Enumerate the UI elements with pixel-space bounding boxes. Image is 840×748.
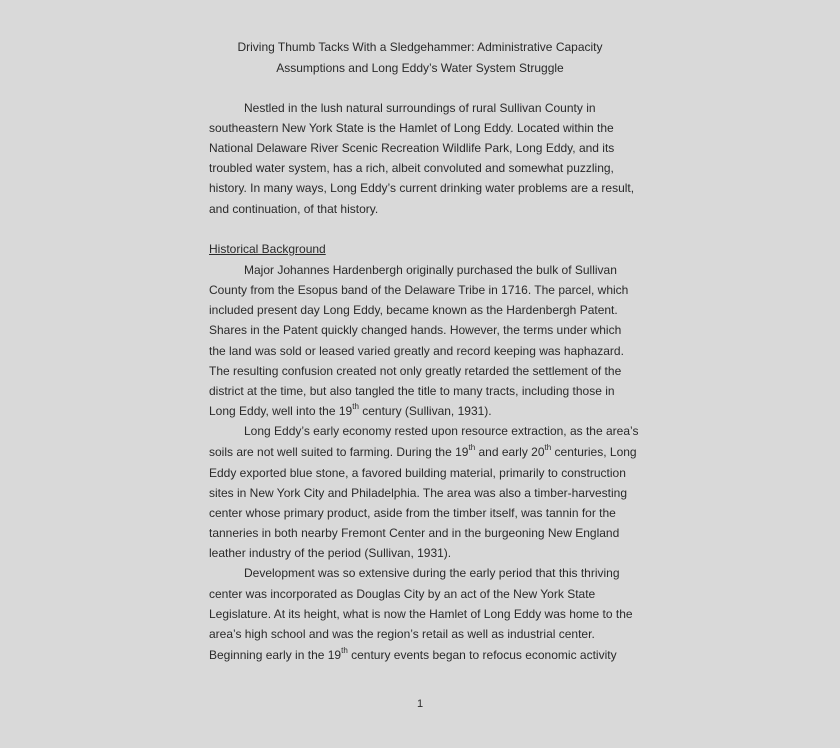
para-line: district at the time, but also tangled the title to many tracts, including those in [209,384,615,398]
document-title-line-2: Assumptions and Long Eddy’s Water System Struggle [276,61,564,75]
para-text: centuries, Long [551,445,637,459]
para-line: center whose primary product, aside from the timber itself, was tannin for the [209,506,616,520]
intro-line: National Delaware River Scenic Recreation Wildlife Park, Long Eddy, and its [209,141,615,155]
page-number: 1 [416,698,424,710]
para-line: Legislature. At its height, what is now the Hamlet of Long Eddy was home to the [209,607,633,621]
intro-line: Nestled in the lush natural surroundings of rural Sullivan County in [244,101,596,115]
para-line: leather industry of the period (Sullivan, 1931). [209,546,452,560]
document-title-line-1: Driving Thumb Tacks With a Sledgehammer: Administrative Capacity [237,40,603,54]
para-text: and early 20 [475,445,545,459]
para-line: Long Eddy’s early economy rested upon resource extraction, as the area’s [244,424,639,438]
intro-line: history. In many ways, Long Eddy’s current drinking water problems are a result, [209,181,635,195]
para-text: Long Eddy, well into the 19 [209,404,353,418]
para-line: County from the Esopus band of the Delaware Tribe in 1716. The parcel, which [209,283,629,297]
intro-line: and continuation, of that history. [209,202,379,216]
para-line: Major Johannes Hardenbergh originally purchased the bulk of Sullivan [244,263,617,277]
document-page [150,0,690,748]
para-text: Beginning early in the 19 [209,648,342,662]
intro-line: troubled water system, has a rich, albeit convoluted and somewhat puzzling, [209,161,614,175]
para-text: century (Sullivan, 1931). [358,404,492,418]
para-line [209,404,492,418]
para-line: Development was so extensive during the early period that this thriving [244,566,620,580]
para-line [209,445,637,459]
superscript: th [341,646,348,655]
superscript: th [352,402,359,411]
para-line: Eddy exported blue stone, a favored building material, primarily to construction [209,466,626,480]
para-line: area’s high school and was the region’s retail as well as industrial center. [209,627,595,641]
para-text: soils are not well suited to farming. During the 19 [209,445,469,459]
para-line: center was incorporated as Douglas City by an act of the New York State [209,587,596,601]
section-heading: Historical Background [209,242,326,256]
para-line: sites in New York City and Philadelphia. The area was also a timber-harvesting [209,486,627,500]
superscript: th [468,443,476,452]
intro-line: southeastern New York State is the Hamlet of Long Eddy. Located within the [209,121,614,135]
para-line: Shares in the Patent quickly changed hands. However, the terms under which [209,323,622,337]
para-line: included present day Long Eddy, became known as the Hardenbergh Patent. [209,303,618,317]
para-line [209,648,617,662]
para-line: the land was sold or leased varied greatly and record keeping was haphazard. [209,344,624,358]
para-text: century events began to refocus economic activity [347,648,617,662]
para-line: tanneries in both nearby Fremont Center and in the burgeoning New England [209,526,620,540]
para-line: The resulting confusion created not only greatly retarded the settlement of the [209,364,622,378]
superscript: th [544,443,552,452]
